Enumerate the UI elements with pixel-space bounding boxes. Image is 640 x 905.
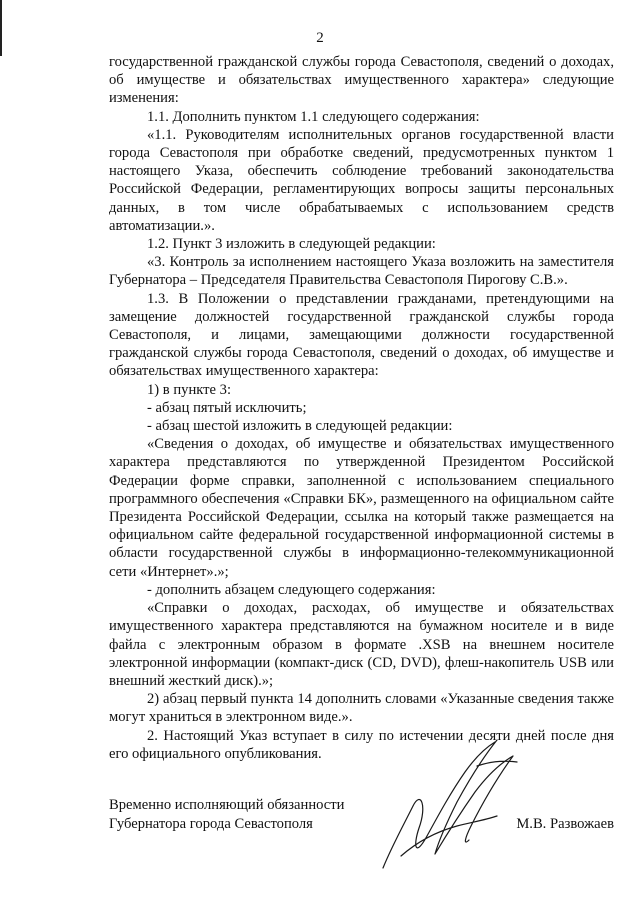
paragraph-1-1: 1.1. Дополнить пунктом 1.1 следующего содержания: [147, 108, 480, 125]
page-number: 2 [316, 30, 324, 46]
paragraph-2: 2. Настоящий Указ вступает в силу по истечении десяти дней после дня его официального опубликования. [109, 727, 614, 762]
paragraph-1-3: 1.3. В Положении о представлении гражданами, претендующими на замещение должностей государственной гражданской службы города Севастополя, и лицами, замещающими должности государственной гражданской службы города Севастополя, сведений о доходах, об имуществе и обязательствах имущественного характера: [109, 290, 614, 380]
paragraph-1-2: 1.2. Пункт 3 изложить в следующей редакции: [147, 236, 436, 253]
paragraph-1-2-quote: «3. Контроль за исполнением настоящего Указа возложить на заместителя Губернатора – Председателя Правительства Севастополя Пирогову С.В.». [109, 254, 614, 289]
document-body [109, 53, 614, 763]
signatory-name: М.В. Развожаев [516, 816, 614, 832]
signatory-title-line-1: Временно исполняющий обязанности [109, 797, 345, 813]
paragraph-dash-2-quote: «Сведения о доходах, об имуществе и обязательствах имущественного характера представляются по утвержденной Президентом Российской Федерации форме справки, заполненной с использованием специального программного обеспечения «Справки БК», размещенного на официальном сайте Президента Российской Федерации, ссылка на который также размещается на официальном сайте федеральной государственной информационной системы в области государственной службы в информационно-телекоммуникационной сети «Интернет».»; [109, 436, 614, 580]
paragraph-1-1-quote: «1.1. Руководителям исполнительных органов государственной власти города Севастополя при обработке сведений, предусмотренных пунктом 1 настоящего Указа, обеспечить соблюдение требований законодательства Российской Федерации, регламентирующих вопросы защиты персональных данных, в том числе обрабатываемых с использованием средств автоматизации.». [109, 126, 614, 234]
handwritten-signature [377, 736, 527, 876]
signatory-title [109, 796, 344, 834]
paragraph-item-2: 2) абзац первый пункта 14 дополнить словами «Указанные сведения также могут храниться в электронном виде.». [109, 691, 614, 726]
binding-margin-line [0, 0, 2, 56]
paragraph-dash-3: - дополнить абзацем следующего содержания: [147, 581, 436, 598]
paragraph-dash-2: - абзац шестой изложить в следующей редакции: [147, 418, 453, 435]
signature-block [109, 796, 614, 876]
paragraph-dash-3-quote: «Справки о доходах, расходах, об имуществе и обязательствах имущественного характера представляются на бумажном носителе и в виде файла с электронным образом в формате .XSB на внешнем носителе электронной информации (компакт-диск (CD, DVD), флеш-накопитель USB или внешний жесткий диск).»; [109, 600, 614, 689]
signatory-title-line-2: Губернатора города Севастополя [109, 816, 313, 832]
paragraph-item-1: 1) в пункте 3: [147, 381, 232, 398]
paragraph-intro-continuation: государственной гражданской службы города Севастополя, сведений о доходах, об имуществе и обязательствах имущественного характера» следующие изменения: [109, 54, 614, 107]
paragraph-dash-1: - абзац пятый исключить; [147, 399, 307, 416]
